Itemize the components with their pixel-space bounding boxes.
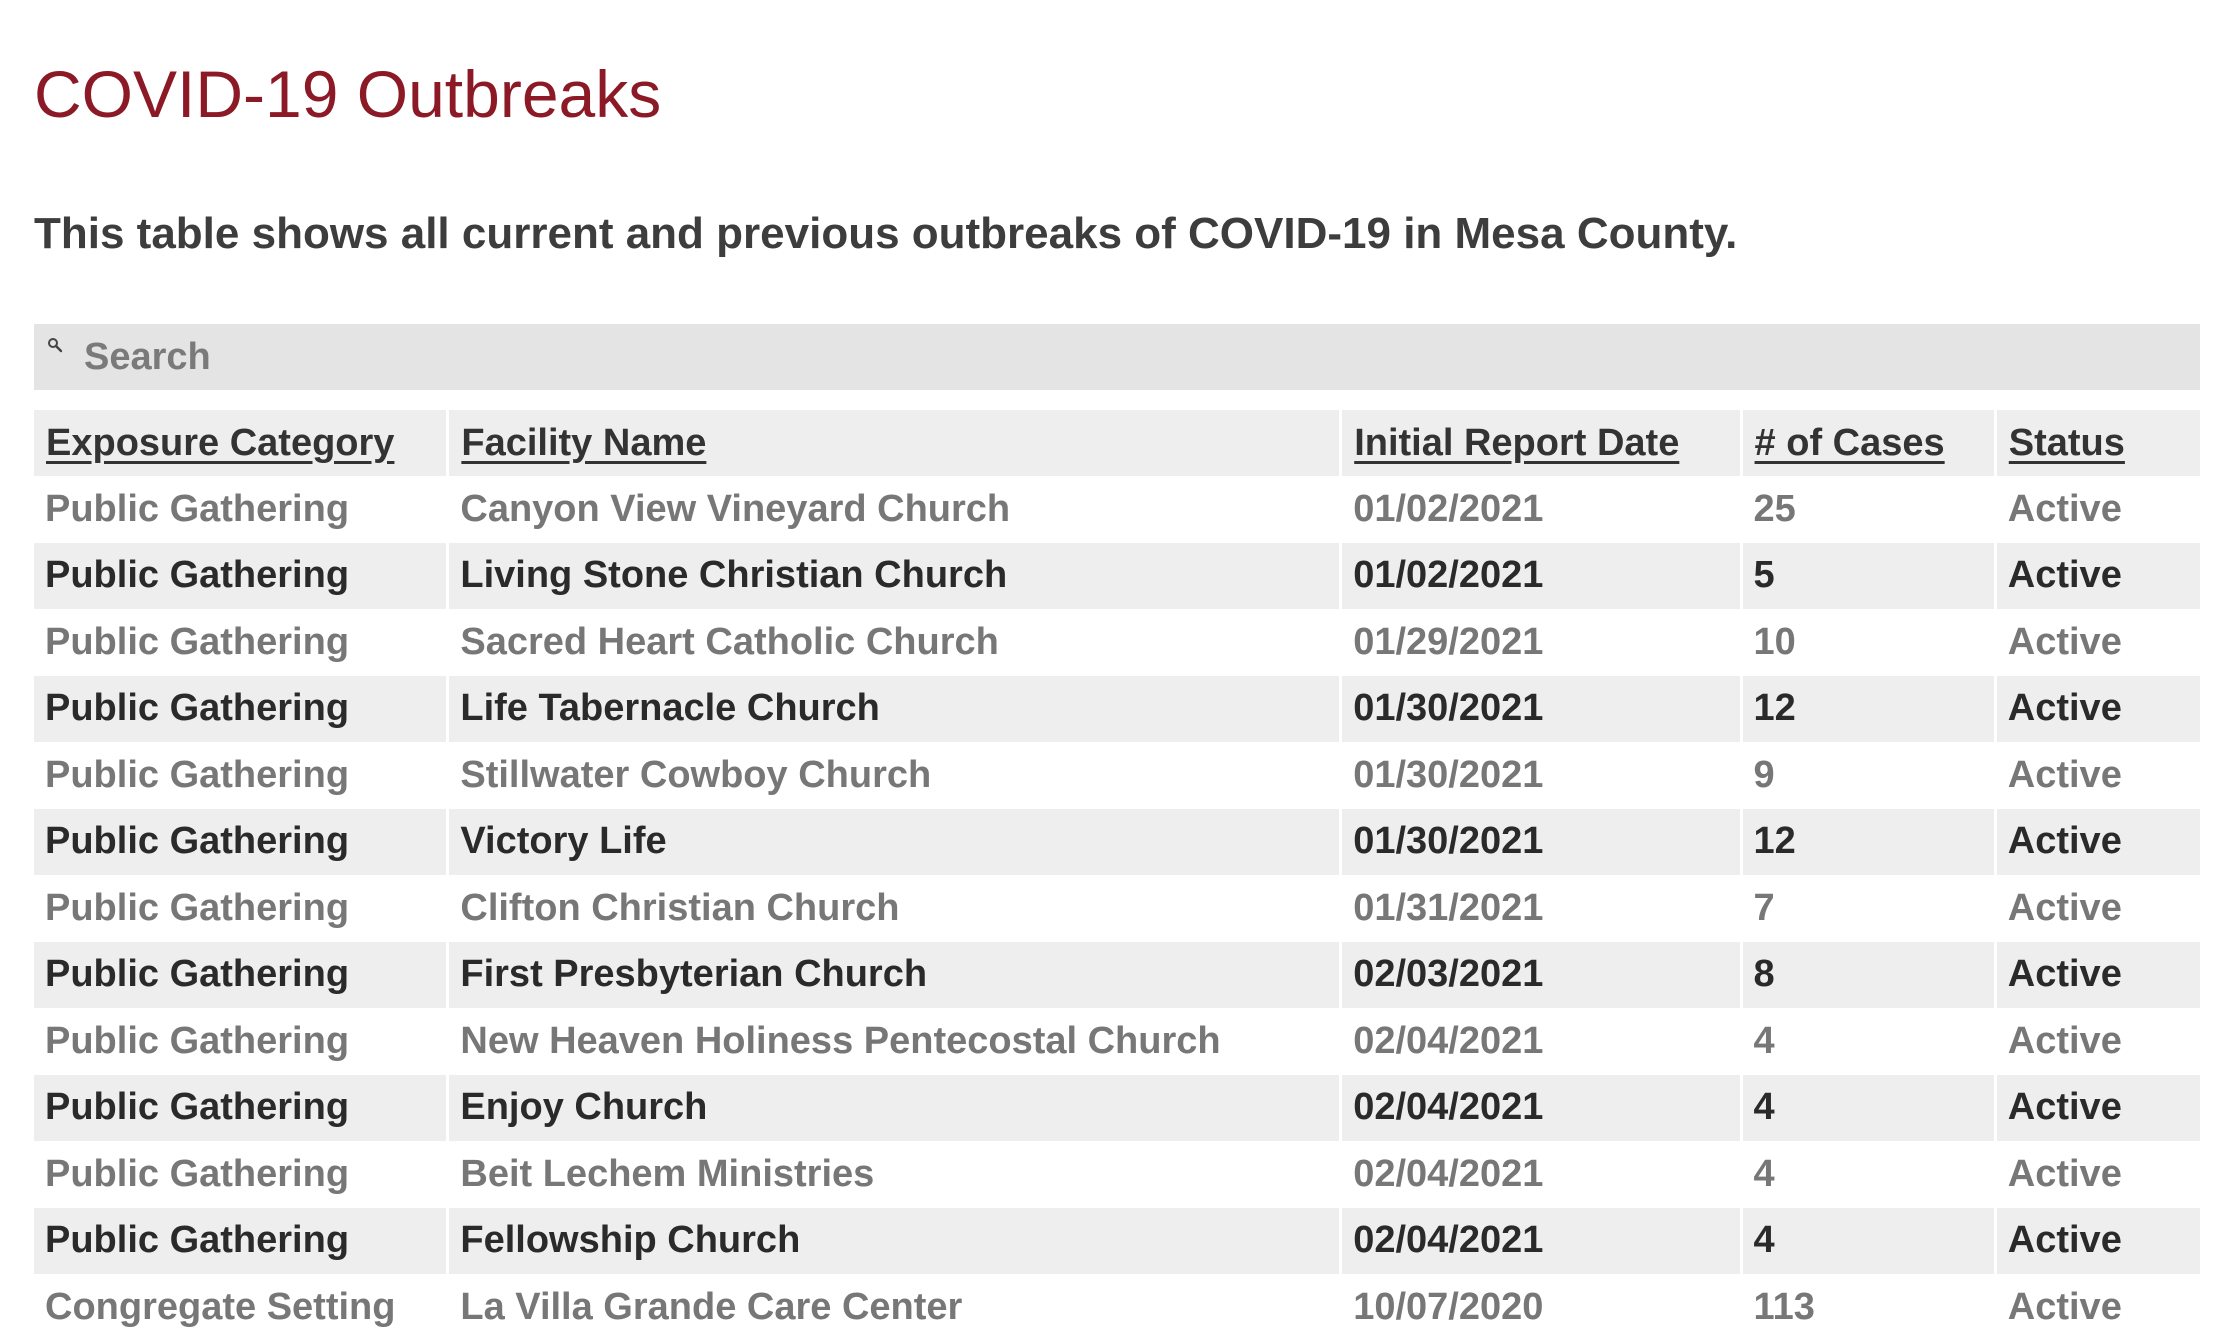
cell-status: Active bbox=[1997, 875, 2200, 942]
outbreaks-table bbox=[31, 410, 2203, 1341]
cell-facility-name: Living Stone Christian Church bbox=[449, 543, 1339, 610]
cell-initial-report-date: 02/04/2021 bbox=[1342, 1208, 1739, 1275]
page-title: COVID-19 Outbreaks bbox=[34, 57, 662, 131]
cell-exposure-category: Public Gathering bbox=[34, 1141, 446, 1208]
cell-facility-name: Enjoy Church bbox=[449, 1075, 1339, 1142]
cell-facility-name: La Villa Grande Care Center bbox=[449, 1274, 1339, 1341]
cell-cases: 113 bbox=[1743, 1274, 1994, 1341]
table-row bbox=[34, 742, 2200, 809]
table-row bbox=[34, 1008, 2200, 1075]
cell-status: Active bbox=[1997, 809, 2200, 876]
cell-exposure-category: Public Gathering bbox=[34, 1075, 446, 1142]
cell-initial-report-date: 01/30/2021 bbox=[1342, 809, 1739, 876]
cell-facility-name: Fellowship Church bbox=[449, 1208, 1339, 1275]
column-header-facility-name[interactable]: Facility Name bbox=[449, 410, 1339, 476]
cell-status: Active bbox=[1997, 1208, 2200, 1275]
cell-facility-name: Beit Lechem Ministries bbox=[449, 1141, 1339, 1208]
cell-initial-report-date: 01/29/2021 bbox=[1342, 609, 1739, 676]
cell-status: Active bbox=[1997, 476, 2200, 543]
table-header-row bbox=[34, 410, 2200, 476]
table-row bbox=[34, 1208, 2200, 1275]
page-description: This table shows all current and previous outbreaks of COVID-19 in Mesa County. bbox=[34, 209, 1738, 258]
cell-cases: 25 bbox=[1743, 476, 1994, 543]
table-row bbox=[34, 875, 2200, 942]
cell-initial-report-date: 02/04/2021 bbox=[1342, 1075, 1739, 1142]
cell-exposure-category: Public Gathering bbox=[34, 1008, 446, 1075]
cell-exposure-category: Congregate Setting bbox=[34, 1274, 446, 1341]
cell-facility-name: Life Tabernacle Church bbox=[449, 676, 1339, 743]
cell-exposure-category: Public Gathering bbox=[34, 609, 446, 676]
cell-facility-name: Stillwater Cowboy Church bbox=[449, 742, 1339, 809]
cell-cases: 4 bbox=[1743, 1008, 1994, 1075]
table-row bbox=[34, 1274, 2200, 1341]
cell-initial-report-date: 02/04/2021 bbox=[1342, 1008, 1739, 1075]
cell-status: Active bbox=[1997, 1075, 2200, 1142]
cell-cases: 12 bbox=[1743, 809, 1994, 876]
cell-status: Active bbox=[1997, 742, 2200, 809]
table-row bbox=[34, 1075, 2200, 1142]
cell-cases: 12 bbox=[1743, 676, 1994, 743]
cell-status: Active bbox=[1997, 543, 2200, 610]
cell-initial-report-date: 02/03/2021 bbox=[1342, 942, 1739, 1009]
cell-exposure-category: Public Gathering bbox=[34, 1208, 446, 1275]
cell-facility-name: First Presbyterian Church bbox=[449, 942, 1339, 1009]
cell-exposure-category: Public Gathering bbox=[34, 742, 446, 809]
cell-status: Active bbox=[1997, 609, 2200, 676]
table-row bbox=[34, 1141, 2200, 1208]
cell-facility-name: Victory Life bbox=[449, 809, 1339, 876]
cell-cases: 4 bbox=[1743, 1208, 1994, 1275]
cell-initial-report-date: 01/30/2021 bbox=[1342, 742, 1739, 809]
table-row bbox=[34, 476, 2200, 543]
cell-exposure-category: Public Gathering bbox=[34, 676, 446, 743]
cell-exposure-category: Public Gathering bbox=[34, 476, 446, 543]
cell-cases: 4 bbox=[1743, 1141, 1994, 1208]
table-row bbox=[34, 609, 2200, 676]
cell-cases: 5 bbox=[1743, 543, 1994, 610]
table-header bbox=[34, 410, 2200, 476]
cell-initial-report-date: 01/31/2021 bbox=[1342, 875, 1739, 942]
cell-exposure-category: Public Gathering bbox=[34, 942, 446, 1009]
cell-initial-report-date: 10/07/2020 bbox=[1342, 1274, 1739, 1341]
table-row bbox=[34, 942, 2200, 1009]
cell-cases: 7 bbox=[1743, 875, 1994, 942]
search-bar[interactable] bbox=[34, 324, 2200, 390]
table-row bbox=[34, 676, 2200, 743]
cell-status: Active bbox=[1997, 1274, 2200, 1341]
cell-cases: 10 bbox=[1743, 609, 1994, 676]
cell-status: Active bbox=[1997, 676, 2200, 743]
search-input[interactable] bbox=[84, 324, 2184, 390]
cell-exposure-category: Public Gathering bbox=[34, 875, 446, 942]
column-header-initial-report-date[interactable]: Initial Report Date bbox=[1342, 410, 1739, 476]
cell-status: Active bbox=[1997, 942, 2200, 1009]
cell-cases: 4 bbox=[1743, 1075, 1994, 1142]
table-row bbox=[34, 809, 2200, 876]
column-header-status[interactable]: Status bbox=[1997, 410, 2200, 476]
table-row bbox=[34, 543, 2200, 610]
cell-cases: 8 bbox=[1743, 942, 1994, 1009]
cell-exposure-category: Public Gathering bbox=[34, 543, 446, 610]
cell-exposure-category: Public Gathering bbox=[34, 809, 446, 876]
column-header-exposure-category[interactable]: Exposure Category bbox=[34, 410, 446, 476]
search-icon bbox=[47, 337, 63, 353]
cell-cases: 9 bbox=[1743, 742, 1994, 809]
cell-facility-name: Canyon View Vineyard Church bbox=[449, 476, 1339, 543]
cell-status: Active bbox=[1997, 1141, 2200, 1208]
cell-initial-report-date: 01/30/2021 bbox=[1342, 676, 1739, 743]
cell-facility-name: New Heaven Holiness Pentecostal Church bbox=[449, 1008, 1339, 1075]
cell-facility-name: Clifton Christian Church bbox=[449, 875, 1339, 942]
table-body bbox=[34, 476, 2200, 1341]
cell-initial-report-date: 01/02/2021 bbox=[1342, 476, 1739, 543]
cell-initial-report-date: 01/02/2021 bbox=[1342, 543, 1739, 610]
cell-initial-report-date: 02/04/2021 bbox=[1342, 1141, 1739, 1208]
cell-facility-name: Sacred Heart Catholic Church bbox=[449, 609, 1339, 676]
column-header-cases[interactable]: # of Cases bbox=[1743, 410, 1994, 476]
cell-status: Active bbox=[1997, 1008, 2200, 1075]
